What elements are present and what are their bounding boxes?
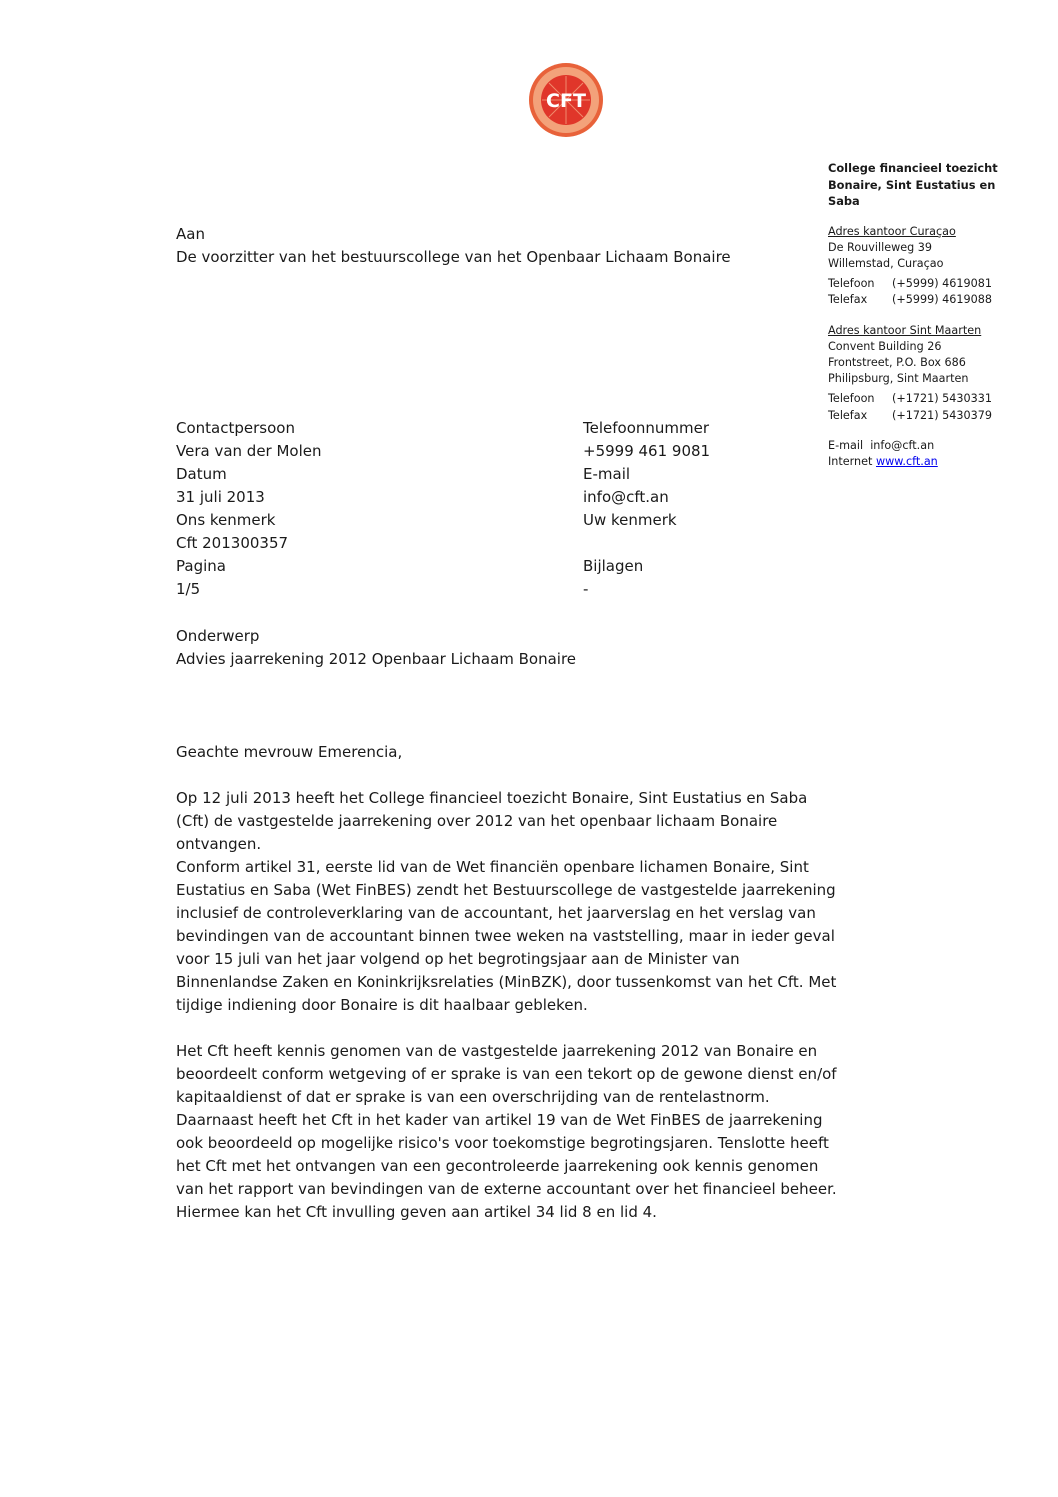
phone-label: Telefoonnummer	[583, 419, 710, 437]
letter-body	[176, 741, 886, 1224]
body-line: (Cft) de vastgestelde jaarrekening over 2012 van het openbaar lichaam Bonaire	[176, 812, 778, 830]
body-line: bevindingen van de accountant binnen twee weken na vaststelling, maar in ieder geval	[176, 927, 835, 945]
body-line: Conform artikel 31, eerste lid van de Wet financiën openbare lichamen Bonaire, Sint	[176, 858, 809, 876]
contact-value: Vera van der Molen	[176, 442, 322, 460]
sidebar-email: info@cft.an	[870, 438, 935, 452]
our-ref-value: Cft 201300357	[176, 534, 289, 552]
sint-maarten-fax: (+1721) 5430379	[892, 408, 992, 422]
email-label: E-mail	[828, 438, 864, 452]
page-value: 1/5	[176, 580, 201, 598]
subject-label: Onderwerp	[176, 627, 260, 645]
curacao-fax: (+5999) 4619088	[892, 293, 992, 307]
phone-label: Telefoon	[828, 277, 875, 291]
body-line: Daarnaast heeft het Cft in het kader van artikel 19 van de Wet FinBES de jaarrekening	[176, 1111, 823, 1129]
sint-maarten-address-line: Frontstreet, P.O. Box 686	[828, 355, 966, 369]
body-line: ook beoordeeld op mogelijke risico's voor toekomstige begrotingsjaren. Tenslotte heeft	[176, 1134, 829, 1152]
org-name-line: Bonaire, Sint Eustatius en	[828, 177, 996, 192]
email-value: info@cft.an	[583, 488, 669, 506]
email-label: E-mail	[583, 465, 631, 483]
body-line: Het Cft heeft kennis genomen van de vastgestelde jaarrekening 2012 van Bonaire en	[176, 1042, 818, 1060]
svg-text:CFT: CFT	[546, 90, 586, 112]
body-line: kapitaaldienst of dat er sprake is van een overschrijding van de rentelastnorm.	[176, 1088, 770, 1106]
your-ref-label: Uw kenmerk	[583, 511, 677, 529]
recipient-name: De voorzitter van het bestuurscollege van het Openbaar Lichaam Bonaire	[176, 248, 731, 266]
body-line: Eustatius en Saba (Wet FinBES) zendt het Bestuurscollege de vastgestelde jaarrekening	[176, 881, 836, 899]
curacao-address-line: De Rouvilleweg 39	[828, 240, 933, 254]
body-line: van het rapport van bevindingen van de externe accountant over het financieel beheer.	[176, 1180, 837, 1198]
website-link[interactable]: www.cft.an	[876, 454, 938, 468]
our-ref-label: Ons kenmerk	[176, 511, 276, 529]
salutation: Geachte mevrouw Emerencia,	[176, 743, 403, 761]
fax-label: Telefax	[828, 293, 868, 307]
subject-block	[176, 625, 576, 671]
attachments-label: Bijlagen	[583, 557, 644, 575]
sint-maarten-phone: (+1721) 5430331	[892, 392, 992, 406]
sender-sidebar	[828, 160, 1028, 470]
date-label: Datum	[176, 465, 227, 483]
body-line: voor 15 juli van het jaar volgend op het begrotingsjaar aan de Minister van	[176, 950, 740, 968]
curacao-address-line: Willemstad, Curaçao	[828, 256, 944, 270]
body-line: Op 12 juli 2013 heeft het College financieel toezicht Bonaire, Sint Eustatius en Saba	[176, 789, 808, 807]
body-line: Binnenlandse Zaken en Koninkrijksrelaties (MinBZK), door tussenkomst van het Cft. Met	[176, 973, 837, 991]
body-line: inclusief de controleverklaring van de accountant, het jaarverslag en het verslag van	[176, 904, 816, 922]
sint-maarten-office-heading: Adres kantoor Sint Maarten	[828, 323, 982, 337]
sint-maarten-address-line: Philipsburg, Sint Maarten	[828, 372, 969, 386]
internet-label: Internet	[828, 454, 873, 468]
body-line: ontvangen.	[176, 835, 262, 853]
sint-maarten-address-line: Convent Building 26	[828, 339, 942, 353]
body-line: tijdige indiening door Bonaire is dit haalbaar gebleken.	[176, 996, 588, 1014]
phone-value: +5999 461 9081	[583, 442, 711, 460]
body-line: Hiermee kan het Cft invulling geven aan artikel 34 lid 8 en lid 4.	[176, 1203, 657, 1221]
cft-logo	[528, 62, 604, 138]
your-ref-value	[583, 532, 743, 555]
page-label: Pagina	[176, 557, 226, 575]
body-line: beoordeelt conform wetgeving of er sprake is van een tekort op de gewone dienst en/of	[176, 1065, 837, 1083]
phone-label: Telefoon	[828, 392, 875, 406]
recipient-block	[176, 223, 731, 269]
subject-text: Advies jaarrekening 2012 Openbaar Lichaam Bonaire	[176, 650, 577, 668]
body-line: het Cft met het ontvangen van een gecontroleerde jaarrekening ook kennis genomen	[176, 1157, 819, 1175]
fax-label: Telefax	[828, 408, 868, 422]
curacao-office-heading: Adres kantoor Curaçao	[828, 224, 956, 238]
contact-label: Contactpersoon	[176, 419, 295, 437]
letter-meta	[176, 417, 736, 601]
org-name-line: College financieel toezicht	[828, 161, 998, 175]
date-value: 31 juli 2013	[176, 488, 265, 506]
attachments-value: -	[583, 580, 589, 598]
curacao-phone: (+5999) 4619081	[892, 277, 992, 291]
org-name-line: Saba	[828, 194, 860, 208]
recipient-label: Aan	[176, 225, 205, 243]
cft-logo-icon	[528, 62, 604, 138]
